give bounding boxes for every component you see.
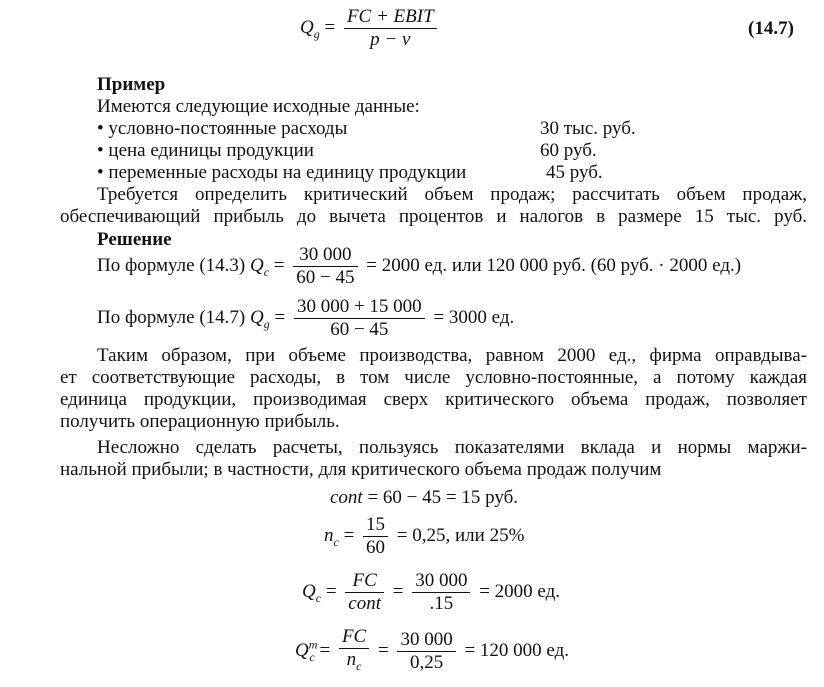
paragraph-line: нальной прибыли; в частности, для критического объема продаж получим: [60, 459, 662, 480]
equation-qc: $Q_c$ = $\frac{FC}{\text{cont}}$ = $\frac{30 000}{.15}$ = 2000 ед.: [302, 570, 561, 614]
calc-denominator: 60 − 45: [330, 319, 389, 340]
formula-numerator: FC + EBIT: [344, 6, 437, 29]
formula-14-7: [300, 6, 441, 51]
calc-fraction: [293, 244, 357, 289]
paragraph-line: единица продукции, производимая сверх критического объема продаж, позволяет: [60, 389, 807, 410]
qc-fraction-1: $\frac{FC}{\text{cont}}$: [345, 570, 384, 615]
qcm-fraction-1: $\frac{FC}{n_c}$: [339, 626, 369, 677]
calc-equals: =: [274, 306, 286, 328]
list-item-label: • условно-постоянные расходы: [97, 118, 348, 139]
list-item-value: 45 руб.: [546, 162, 603, 183]
calc-numerator: 30 000: [293, 244, 357, 267]
formula-lhs: $Q_g$: [300, 16, 320, 41]
calc-prefix: По формуле (14.7): [97, 306, 246, 328]
paragraph-line: Таким образом, при объеме производства, равном 2000 ед., фирма оправдыва-: [97, 345, 807, 366]
equation-qcm: $Q^m_c$ = $\frac{FC}{n_c}$ = $\frac{30 000}{0,25}$ = 120 000 ед.: [295, 626, 569, 677]
intro-text: Имеются следующие исходные данные:: [97, 96, 420, 117]
list-item-value: 60 руб.: [540, 140, 597, 161]
qc-fraction-2: $\frac{30 000}{.15}$: [412, 570, 470, 615]
calc-equals: =: [273, 254, 285, 276]
calc-lhs: $Q_c$: [250, 254, 270, 279]
calc-result: = 2000 ед. или 120 000 руб. (60 руб. · 2000 ед.): [366, 254, 742, 276]
formula-fraction: [344, 6, 437, 51]
nc-fraction: $\frac{15}{60}$: [363, 514, 388, 559]
formula-denominator: p − v: [370, 29, 411, 50]
paragraph-line: Несложно сделать расчеты, пользуясь показателями вклада и нормы маржи-: [97, 437, 807, 458]
equation-cont: cont = 60 − 45 = 15 руб.: [330, 487, 519, 508]
formula-equals: =: [324, 16, 336, 38]
list-item-label: • переменные расходы на единицу продукции: [97, 162, 467, 183]
task-text-line: обеспечивающий прибыль до вычета процентов и налогов в размере 15 тыс. руб.: [60, 206, 807, 227]
calc-numerator: 30 000 + 15 000: [294, 296, 425, 319]
qcm-fraction-2: $\frac{30 000}{0,25}$: [397, 629, 455, 674]
example-heading: Пример: [97, 74, 166, 95]
solution-heading: Решение: [97, 229, 172, 250]
calc-prefix: По формуле (14.3): [97, 254, 246, 276]
task-text-line: Требуется определить критический объем продаж; рассчитать объем продаж,: [97, 184, 807, 205]
calc-fraction: [294, 296, 425, 341]
calc-denominator: 60 − 45: [296, 267, 355, 288]
calc-14-3: [97, 244, 741, 289]
paragraph-line: ет соответствующие расходы, в том числе условно-постоянные, а потому каждая: [60, 367, 807, 388]
list-item-label: • цена единицы продукции: [97, 140, 314, 161]
list-item-value: 30 тыс. руб.: [540, 118, 636, 139]
formula-number: (14.7): [748, 18, 794, 39]
paragraph-line: получить операционную прибыль.: [60, 411, 340, 432]
equation-nc: $n_c$ = $\frac{15}{60}$ = 0,25, или 25%: [324, 514, 525, 558]
calc-result: = 3000 ед.: [433, 306, 515, 328]
calc-lhs: $Q_g$: [250, 306, 270, 331]
calc-14-7: [97, 296, 514, 341]
